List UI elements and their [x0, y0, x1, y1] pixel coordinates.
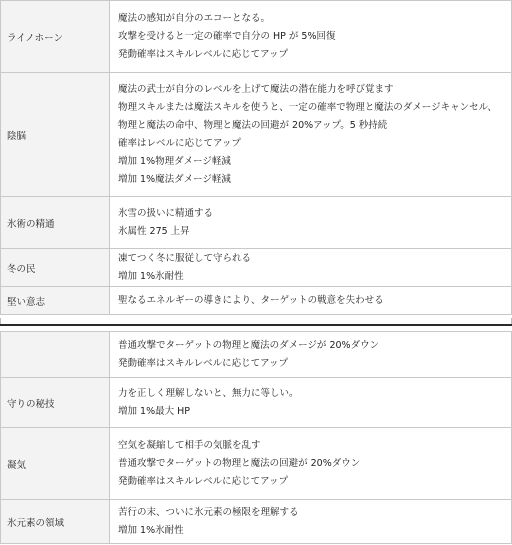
description-line: 発動確率はスキルレベルに応じてアップ — [118, 475, 289, 487]
description-line: 発動確率はスキルレベルに応じてアップ — [118, 357, 289, 369]
skill-description — [110, 249, 512, 286]
description-line: 苦行の末、ついに氷元素の極限を理解する — [118, 506, 299, 518]
skill-description — [110, 378, 512, 427]
skill-name: 冬の民 — [0, 249, 110, 286]
skill-row — [0, 332, 512, 378]
description-line: 増加 1%最大 HP — [118, 405, 190, 417]
skill-row — [0, 378, 512, 428]
description-line: 魔法の感知が自分のエコーとなる。 — [118, 12, 271, 24]
skill-row — [0, 197, 512, 249]
description-line: 氷雪の扱いに精通する — [118, 207, 214, 219]
skill-description — [110, 73, 512, 196]
skill-description — [110, 500, 512, 543]
description-line: 増加 1%氷耐性 — [118, 524, 184, 536]
skill-description — [110, 197, 512, 248]
section-divider — [0, 324, 512, 326]
description-line: 氷属性 275 上昇 — [118, 225, 190, 237]
skill-row — [0, 500, 512, 544]
description-line: 確率はレベルに応じてアップ — [118, 137, 241, 149]
skill-name: 凝気 — [0, 428, 110, 499]
description-line: 普通攻撃でターゲットの物理と魔法のダメージが 20%ダウン — [118, 339, 380, 351]
description-line: 力を正しく理解しないと、無力に等しい。 — [118, 387, 299, 399]
skill-row — [0, 287, 512, 315]
skill-name: 堅い意志 — [0, 287, 110, 314]
description-line: 発動確率はスキルレベルに応じてアップ — [118, 48, 289, 60]
skill-name: ライノホーン — [0, 1, 110, 72]
skill-name: 氷術の精通 — [0, 197, 110, 248]
skill-description — [110, 287, 512, 314]
description-line: 増加 1%物理ダメージ軽減 — [118, 155, 231, 167]
skill-description — [110, 428, 512, 499]
description-line: 魔法の武士が自分のレベルを上げて魔法の潜在能力を呼び覚ます — [118, 83, 394, 95]
skill-name: 陰脳 — [0, 73, 110, 196]
description-line: 物理と魔法の命中、物理と魔法の回避が 20%アップ。5 秒持続 — [118, 119, 388, 131]
description-line: 増加 1%氷耐性 — [118, 270, 184, 282]
skill-name: 氷元素の領域 — [0, 500, 110, 543]
description-line: 空気を凝縮して相手の気脈を乱す — [118, 439, 261, 451]
description-line: 物理スキルまたは魔法スキルを使うと、一定の確率で物理と魔法のダメージキャンセル、 — [118, 101, 497, 113]
description-line: 聖なるエネルギーの導きにより、ターゲットの戦意を失わせる — [118, 294, 384, 306]
skill-row — [0, 73, 512, 197]
skill-description — [110, 332, 512, 377]
skill-name: 守りの秘技 — [0, 378, 110, 427]
skill-name — [0, 332, 110, 377]
description-line: 攻撃を受けると一定の確率で自分の HP が 5%回復 — [118, 30, 336, 42]
skill-row — [0, 249, 512, 287]
description-line: 凍てつく冬に服従して守られる — [118, 252, 252, 264]
skill-description — [110, 1, 512, 72]
skill-row — [0, 1, 512, 73]
description-line: 増加 1%魔法ダメージ軽減 — [118, 173, 231, 185]
description-line: 普通攻撃でターゲットの物理と魔法の回避が 20%ダウン — [118, 457, 361, 469]
skill-row — [0, 428, 512, 500]
skill-table-lower — [0, 331, 512, 544]
